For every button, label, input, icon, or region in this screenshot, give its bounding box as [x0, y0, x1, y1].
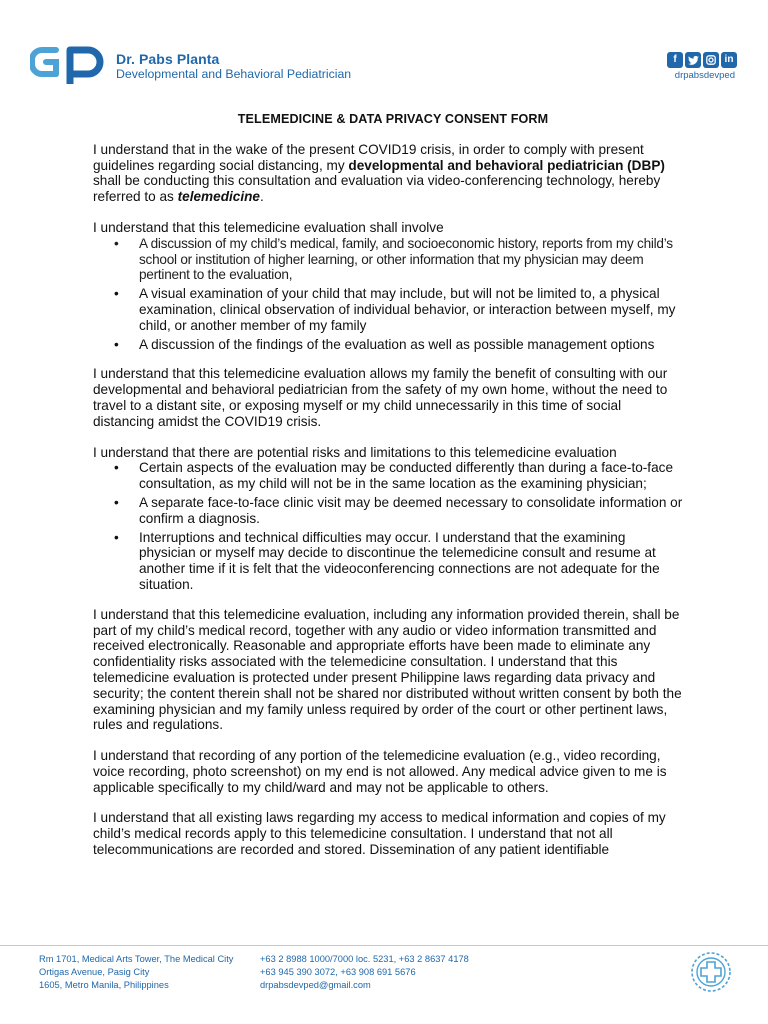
- paragraph-records-access: I understand that all existing laws regarding my access to medical information and copies of my child’s medical records apply to this telemedicine consultation. I understand that not all telecommunications are recorded and stored. Dissemination of any patient identifiable: [93, 810, 666, 858]
- emphasis-dbp: developmental and behavioral pediatrician (DBP): [348, 157, 665, 173]
- list-item: • A discussion of my child’s medical, family, and socioeconomic history, reports from my child’s school or institution of higher learning, or other information that my physician may deem pertinent to the evaluation,: [139, 236, 683, 283]
- paragraph-evaluation-scope: I understand that this telemedicine evaluation shall involve: [93, 219, 444, 235]
- phone-line: +63 2 8988 1000/7000 loc. 5231, +63 2 8637 4178: [260, 954, 469, 964]
- consent-form-body: [93, 112, 683, 873]
- evaluation-scope-list: [139, 236, 683, 353]
- linkedin-icon[interactable]: in: [721, 52, 737, 68]
- paragraph-benefits: I understand that this telemedicine evaluation allows my family the benefit of consulting with our developmental and behavioral pediatrician from the safety of my own home, without the need to travel to a distant site, or exposing myself or my child unnecessarily in this time of social distancing amidst the COVID19 crisis.: [93, 366, 668, 429]
- email-link[interactable]: drpabsdevped@gmail.com: [260, 980, 371, 990]
- social-icons: [667, 52, 737, 68]
- address-line: Rm 1701, Medical Arts Tower, The Medical City: [39, 954, 234, 964]
- footer-contact: [260, 953, 469, 992]
- paragraph-text: shall be conducting this consultation and evaluation via video-conferencing technology, hereby referred to as: [93, 173, 661, 205]
- footer-divider: [0, 945, 768, 946]
- paragraph-data-privacy: I understand that this telemedicine evaluation, including any information provided therein, shall be part of my child’s medical record, together with any audio or video information transmitted and received electronically. Reasonable and appropriate efforts have been made to eliminate any confidentiality risks associated with the telemedicine consultation. I understand that this telemedicine evaluation is protected under present Philippine laws regarding data privacy and security; the content therein shall not be shared nor distributed without written consent by both the examining physician and my family unless required by order of the court or other pertinent laws, rules and regulations.: [93, 606, 682, 733]
- paragraph-recording: I understand that recording of any portion of the telemedicine evaluation (e.g., video recording, voice recording, photo screenshot) on my end is not allowed. Any medical advice given to me is applicable specifically to my child/ward and may not be applicable to others.: [93, 748, 667, 795]
- medical-city-seal-icon: [690, 951, 732, 993]
- address-line: Ortigas Avenue, Pasig City: [39, 967, 150, 977]
- phone-line: +63 945 390 3072, +63 908 691 5676: [260, 967, 416, 977]
- brand-block: [116, 51, 351, 82]
- facebook-icon[interactable]: f: [667, 52, 683, 68]
- social-handle[interactable]: drpabsdevped: [674, 70, 735, 81]
- risks-list: [139, 460, 683, 592]
- instagram-icon[interactable]: [703, 52, 719, 68]
- list-item: • A discussion of the findings of the evaluation as well as possible management options: [139, 337, 683, 353]
- brand-subtitle: Developmental and Behavioral Pediatrician: [116, 67, 352, 81]
- paragraph-text: .: [259, 189, 264, 205]
- footer-address: [39, 953, 233, 992]
- form-title: TELEMEDICINE & DATA PRIVACY CONSENT FORM: [237, 112, 549, 126]
- page-footer: [0, 945, 768, 1024]
- letterhead: [0, 0, 768, 100]
- list-item: • A visual examination of your child that may include, but will not be limited to, a physical examination, clinical observation of individual behavior, or interaction between myself, my child, or another member of my family: [139, 286, 683, 333]
- twitter-icon[interactable]: [685, 52, 701, 68]
- list-item: • Interruptions and technical difficulties may occur. I understand that the examining physician or myself may decide to discontinue the telemedicine consult and resume at another time if it is felt that the videoconferencing connections are not adequate for the situation.: [139, 530, 683, 593]
- emphasis-telemedicine: telemedicine: [177, 189, 260, 205]
- paragraph-risks: I understand that there are potential risks and limitations to this telemedicine evaluation: [93, 444, 617, 460]
- paragraph-text: I understand that in the wake of the present COVID19 crisis, in order to comply with present guidelines regarding social distancing, my: [93, 141, 644, 173]
- list-item: • A separate face-to-face clinic visit may be deemed necessary to consolidate information or confirm a diagnosis.: [139, 495, 683, 527]
- paragraph-covid-context: [93, 142, 683, 205]
- address-line: 1605, Metro Manila, Philippines: [39, 980, 169, 990]
- clinic-logo-icon: [30, 40, 106, 86]
- brand-name: Dr. Pabs Planta: [116, 51, 220, 67]
- list-item: • Certain aspects of the evaluation may be conducted differently than during a face-to-face consultation, as my child will not be in the same location as the examining physician;: [139, 460, 683, 492]
